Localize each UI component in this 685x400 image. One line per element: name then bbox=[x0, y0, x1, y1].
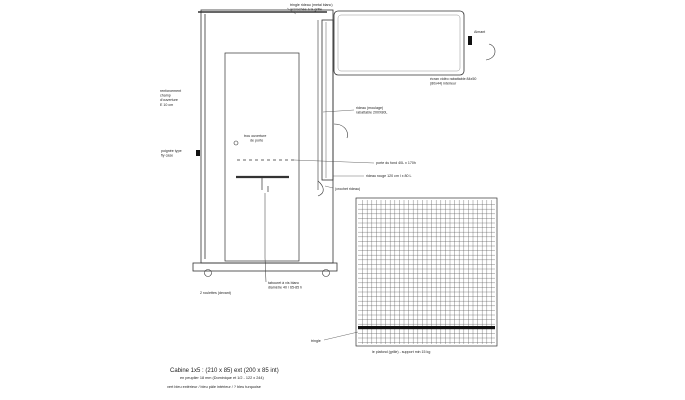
caption-line2: en peuplier 18 mm (Dominique et 1/2 - 122 x 244) bbox=[180, 376, 264, 380]
label-tringle-top-l1: tringle rideau (metal blanc) bbox=[290, 3, 333, 7]
label-aimant: Aimant bbox=[474, 30, 486, 34]
label-crochet: (crochet rideau) bbox=[335, 187, 361, 191]
rideau-arrow bbox=[334, 124, 347, 138]
label-tabouret-l1: tabouret à vis blanc bbox=[268, 281, 300, 285]
cabin-base bbox=[193, 263, 337, 271]
caption-title: Cabine 1x5 : (210 x 85) ext (200 x 85 int) bbox=[170, 368, 279, 374]
label-rideau-rail-l1: rideau (moulage) bbox=[356, 106, 384, 110]
label-tabouret-l2: diamètre 40 / 65-85 h bbox=[268, 285, 303, 290]
label-ecran bbox=[430, 77, 477, 86]
plafond-grid bbox=[356, 198, 497, 346]
label-tringle-top-l2: accrochée à la grille bbox=[290, 7, 322, 12]
aimant-arrow bbox=[486, 44, 495, 60]
back-door bbox=[225, 53, 299, 261]
crochet-arrow bbox=[318, 181, 323, 196]
label-porte-fond: porte du fond 40L x 170h bbox=[376, 161, 416, 165]
video-screen bbox=[334, 11, 464, 75]
label-roulettes: 2 roulettes (devant) bbox=[200, 291, 231, 295]
leader-porte-fond bbox=[294, 160, 374, 163]
tringle-bar bbox=[358, 326, 495, 329]
grid-lines bbox=[358, 200, 495, 344]
label-trou-l2: de porte bbox=[250, 138, 264, 143]
label-ecran-l2: (80x44) intérieur bbox=[430, 81, 457, 86]
label-ecran-l1: écran vidéo rabattable 84x50 bbox=[430, 77, 477, 81]
label-renfort-l3: d'ouverture bbox=[160, 98, 178, 103]
caption-line3: vert bleu extérieur / bleu pâle intérieur / ? bleu turquoise bbox=[167, 385, 261, 389]
label-plafond: le plafond (grille) - support min 15 kg bbox=[372, 350, 431, 354]
label-renfort-l2: champ bbox=[160, 93, 171, 98]
label-rideau-rail-l2: rabattable 200X80L bbox=[356, 110, 388, 115]
label-poignee-l1: poignée type bbox=[161, 149, 182, 153]
leader-tringle-bottom bbox=[324, 332, 358, 340]
label-tabouret bbox=[268, 281, 302, 290]
label-renfort-l4: E 10 cm bbox=[160, 102, 174, 107]
label-poignee-l2: fly case bbox=[161, 153, 174, 158]
leader-rideau-rail bbox=[323, 110, 354, 112]
label-trou-l1: trou ouverture bbox=[244, 134, 267, 138]
label-renfort bbox=[160, 89, 182, 107]
label-rideau-rail bbox=[356, 106, 387, 115]
label-poignee bbox=[161, 149, 183, 158]
label-trou bbox=[244, 134, 267, 143]
wheel-right bbox=[323, 270, 330, 277]
aimant-magnet bbox=[468, 36, 472, 45]
grid-frame bbox=[356, 198, 497, 346]
video-screen-inner bbox=[338, 15, 460, 71]
leader-crochet bbox=[325, 186, 333, 188]
label-rideau-rouge: rideau rouge 120 cm l x 80 L bbox=[366, 174, 412, 178]
door-opening-hole bbox=[234, 141, 238, 145]
poignee-handle bbox=[196, 150, 200, 156]
tabouret-leader bbox=[265, 193, 266, 282]
label-renfort-l1: renforcement bbox=[160, 89, 182, 93]
tabouret-stool bbox=[236, 177, 289, 192]
wheel-left bbox=[205, 270, 212, 277]
label-tringle-bottom: tringle bbox=[311, 339, 321, 343]
leader-lines bbox=[287, 8, 374, 340]
cabin-side-panel bbox=[322, 20, 333, 180]
